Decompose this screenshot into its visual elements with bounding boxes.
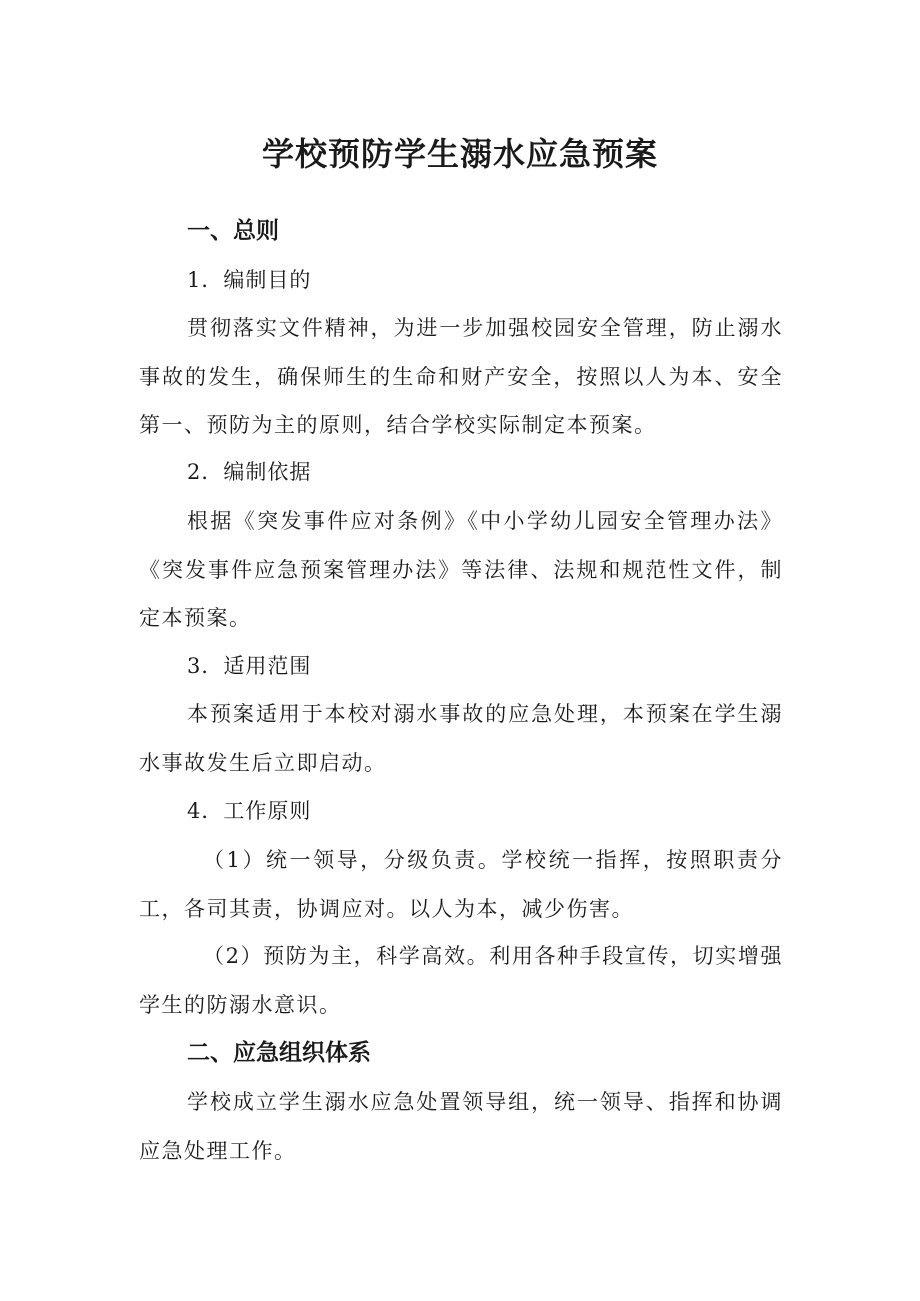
paragraph-scope: 本预案适用于本校对溺水事故的应急处理，本预案在学生溺水事故发生后立即启动。 — [139, 702, 783, 775]
principle-item-1: （1）统一领导，分级负责。学校统一指挥，按照职责分工，各司其责，协调应对。以人为本，减少伤害。 — [139, 848, 783, 921]
paragraph-organization: 学校成立学生溺水应急处置领导组，统一领导、指挥和协调应急处理工作。 — [139, 1090, 783, 1163]
subsection-label-purpose: 1．编制目的 — [187, 268, 312, 292]
section-heading-organization: 二、应急组织体系 — [187, 1040, 371, 1066]
subsection-label-scope: 3．适用范围 — [187, 654, 312, 678]
subsection-label-basis: 2．编制依据 — [187, 460, 312, 484]
principle-item-2: （2）预防为主，科学高效。利用各种手段宣传，切实增强学生的防溺水意识。 — [139, 944, 783, 1017]
paragraph-purpose: 贯彻落实文件精神，为进一步加强校园安全管理，防止溺水事故的发生，确保师生的生命和财产安全，按照以人为本、安全第一、预防为主的原则，结合学校实际制定本预案。 — [139, 316, 783, 437]
section-heading-general: 一、总则 — [187, 218, 279, 244]
document-title: 学校预防学生溺水应急预案 — [261, 135, 658, 173]
paragraph-basis: 根据《突发事件应对条例》《中小学幼儿园安全管理办法》《突发事件应急预案管理办法》等法律、法规和规范性文件，制定本预案。 — [139, 509, 783, 630]
subsection-label-principles: 4．工作原则 — [187, 799, 312, 823]
